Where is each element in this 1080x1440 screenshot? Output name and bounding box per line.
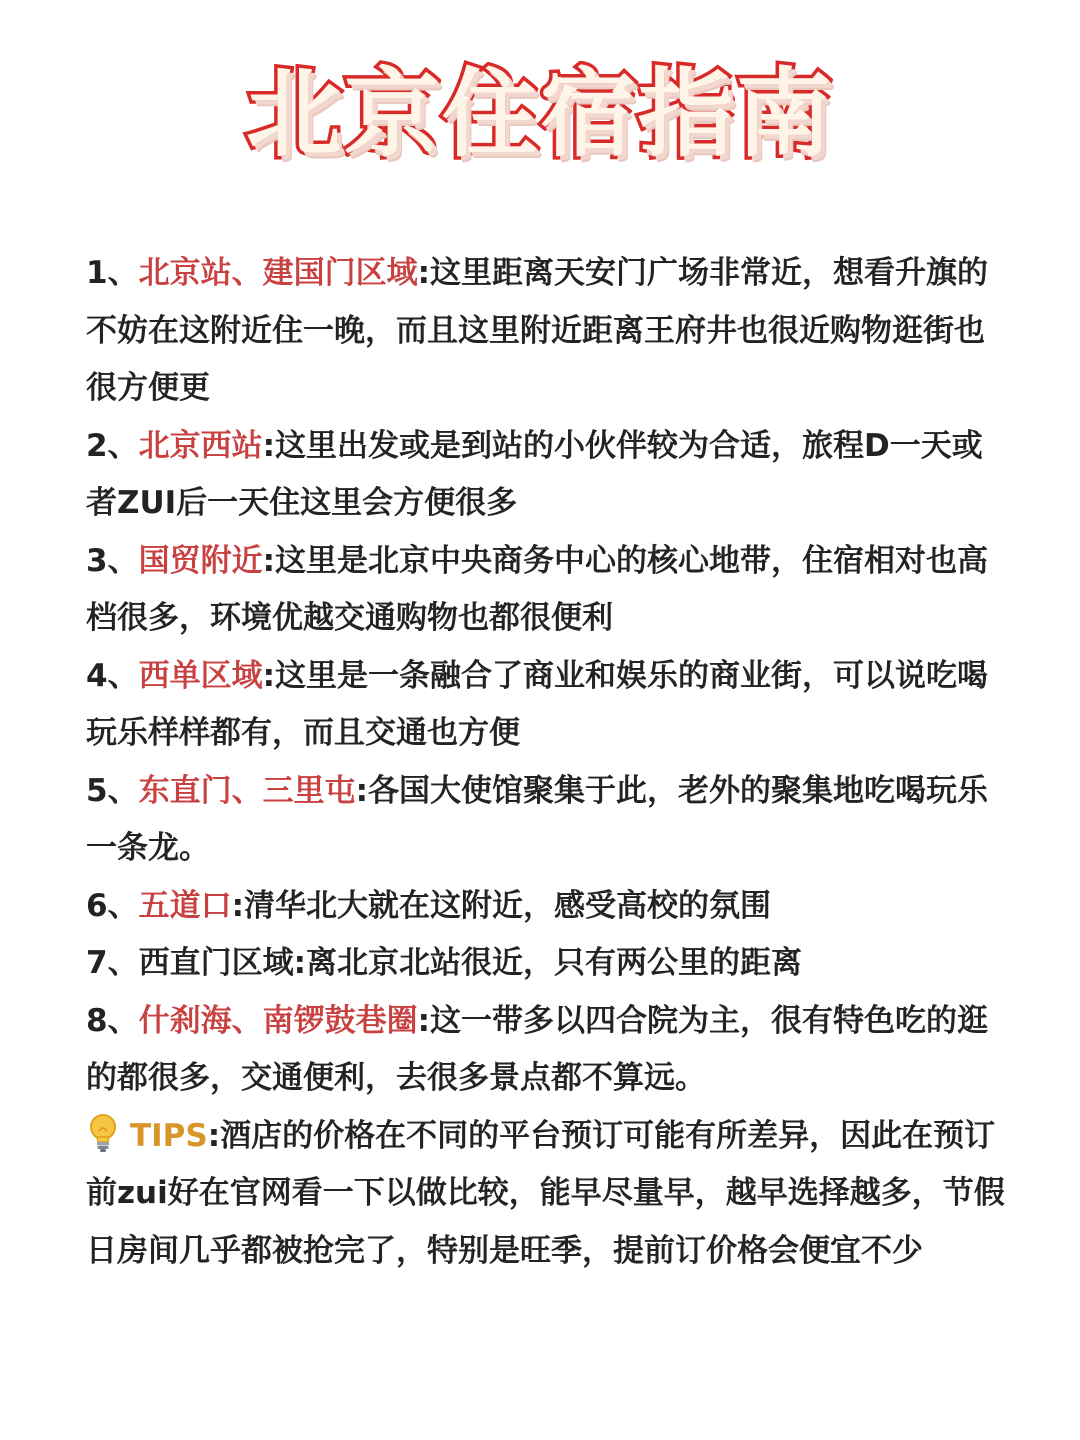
item-colon: : bbox=[262, 657, 275, 694]
item-description: 这里是一条融合了商业和娱乐的商业街，可以说吃喝玩乐样样都有，而且交通也方便 bbox=[86, 657, 988, 751]
area-name: 五道口 bbox=[138, 887, 232, 924]
area-name: 国贸附近 bbox=[138, 542, 263, 579]
item-description: 这里是北京中央商务中心的核心地带，住宿相对也高档很多，环境优越交通购物也都很便利 bbox=[86, 542, 988, 636]
item-number: 4、 bbox=[86, 657, 139, 694]
item-number: 8、 bbox=[86, 1002, 139, 1039]
area-name: 西直门区域 bbox=[138, 945, 294, 981]
item-description: 这里距离天安门广场非常近，想看升旗的不妨在这附近住一晚，而且这里附近距离王府井也很近购物逛街也很方便更 bbox=[86, 255, 988, 406]
item-number: 2、 bbox=[86, 427, 139, 464]
page-title: 北京住宿指南 bbox=[246, 58, 834, 170]
list-item bbox=[86, 935, 1006, 993]
area-name: 什刹海、南锣鼓巷圈 bbox=[138, 1002, 418, 1039]
list-item bbox=[86, 418, 1006, 533]
list-item bbox=[86, 993, 1006, 1108]
list-item bbox=[86, 245, 1006, 418]
item-number: 6、 bbox=[86, 887, 139, 924]
tips-text: 酒店的价格在不同的平台预订可能有所差异，因此在预订前zui好在官网看一下以做比较，能早尽量早，越早选择越多，节假日房间几乎都被抢完了，特别是旺季，提前订价格会便宜不少 bbox=[86, 1117, 1005, 1269]
lightbulb-icon bbox=[86, 1113, 120, 1153]
item-number: 5、 bbox=[86, 772, 139, 809]
list-item bbox=[86, 648, 1006, 763]
tips-colon: : bbox=[207, 1117, 221, 1154]
item-description: 各国大使馆聚集于此，老外的聚集地吃喝玩乐一条龙。 bbox=[86, 772, 988, 866]
item-colon: : bbox=[262, 427, 275, 464]
item-colon: : bbox=[231, 887, 244, 924]
item-description: 这一带多以四合院为主，很有特色吃的逛的都很多，交通便利，去很多景点都不算远。 bbox=[86, 1002, 988, 1096]
guide-list bbox=[86, 245, 1006, 1280]
item-description: 这里出发或是到站的小伙伴较为合适，旅程D一天或者ZUI后一天住这里会方便很多 bbox=[86, 427, 983, 521]
list-item bbox=[86, 878, 1006, 936]
area-name: 北京西站 bbox=[138, 427, 263, 464]
list-item bbox=[86, 533, 1006, 648]
item-colon: : bbox=[293, 945, 306, 981]
area-name: 北京站、建国门区域 bbox=[138, 255, 418, 291]
item-description: 清华北大就在这附近，感受高校的氛围 bbox=[243, 887, 771, 924]
item-colon: : bbox=[355, 772, 368, 809]
item-description: 离北京北站很近，只有两公里的距离 bbox=[305, 945, 802, 981]
item-colon: : bbox=[417, 255, 430, 291]
item-number: 7、 bbox=[86, 945, 139, 981]
item-colon: : bbox=[417, 1002, 430, 1039]
item-colon: : bbox=[262, 542, 275, 579]
item-number: 3、 bbox=[86, 542, 139, 579]
title-container bbox=[0, 58, 1080, 170]
item-number: 1、 bbox=[86, 255, 139, 291]
tips-label: TIPS bbox=[130, 1117, 208, 1154]
area-name: 西单区域 bbox=[138, 657, 263, 694]
area-name: 东直门、三里屯 bbox=[138, 772, 356, 809]
list-item bbox=[86, 763, 1006, 878]
tips-paragraph bbox=[86, 1108, 1006, 1281]
